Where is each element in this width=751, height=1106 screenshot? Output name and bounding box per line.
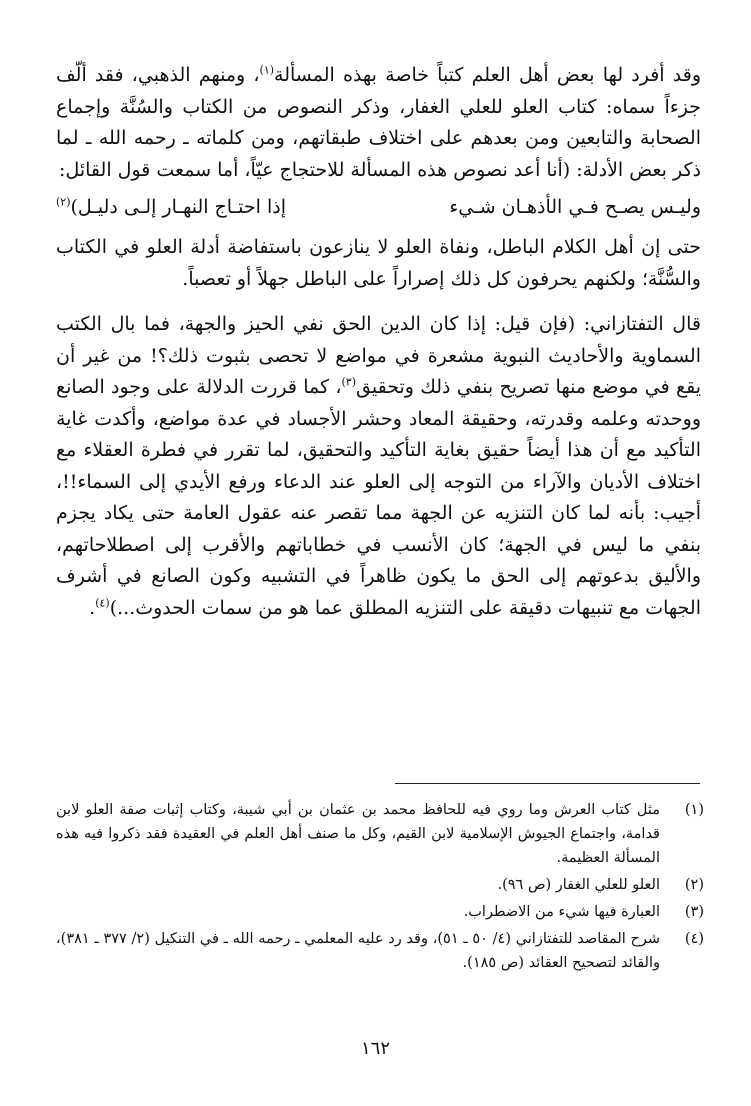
footnote-3 bbox=[56, 900, 704, 924]
paragraph-3-text: قال التفتازاني: (فإن قيل: إذا كان الدين الحق نفي الحيز والجهة، فما بال الكتب السماوية والأحاديث النبوية مشعرة في مواضع لا تحصى بثبوت ذلك؟! من غير أن يقع في موضع منها تصريح بنفي ذلك وتحقيق bbox=[56, 313, 701, 398]
footnote-4-number: (٤) bbox=[684, 931, 704, 947]
paragraph-3-end: . bbox=[89, 596, 96, 619]
footnote-ref-2[interactable]: (٢) bbox=[56, 195, 71, 209]
paragraph-1 bbox=[56, 60, 701, 186]
paragraph-1-text: وقد أفرد لها بعض أهل العلم كتباً خاصة بهذه المسألة bbox=[274, 64, 701, 86]
verse bbox=[56, 190, 701, 224]
footnote-2 bbox=[56, 873, 704, 897]
footnote-3-text: العبارة فيها شيء من الاضطراب. bbox=[463, 904, 660, 920]
page-number: ١٦٢ bbox=[360, 1038, 390, 1059]
footnote-3-number: (٣) bbox=[684, 904, 704, 920]
verse-first-hemistich: وليـس يصـح فـي الأذهـان شـيء bbox=[449, 196, 701, 218]
footnote-1-number: (١) bbox=[684, 802, 704, 818]
footnote-2-number: (٢) bbox=[684, 877, 704, 893]
paragraph-2: حتى إن أهل الكلام الباطل، ونفاة العلو لا ينازعون باستفاضة أدلة العلو في الكتاب والسُّنَّة؛ ولكنهم يحرفون كل ذلك إصراراً على الباطل جهلاً أو تعصباً. bbox=[56, 236, 701, 290]
paragraph-3 bbox=[56, 309, 701, 624]
footnote-ref-1[interactable]: (١) bbox=[259, 63, 275, 77]
footnote-4 bbox=[56, 927, 704, 975]
footnotes bbox=[56, 798, 704, 978]
paragraph-gap bbox=[56, 295, 701, 309]
footnote-ref-4[interactable]: (٤) bbox=[95, 596, 110, 610]
footnote-4-text: شرح المقاصد للتفتازاني (٤/ ٥٠ ـ ٥١)، وقد رد عليه المعلمي ـ رحمه الله ـ في التنكيل (٢/ ٣٧٧ ـ ٣٨١)، والقائد لتصحيح العقائد (ص ١٨٥). bbox=[56, 931, 661, 971]
footnote-1 bbox=[56, 798, 704, 870]
footnote-2-text: العلو للعلي الغفار (ص ٩٦). bbox=[497, 877, 660, 893]
footnote-ref-3[interactable]: (٣) bbox=[341, 375, 356, 389]
verse-second-hemistich bbox=[56, 190, 286, 224]
verse-second-hemistich-text: إذا احتـاج النهـار إلـى دليـل) bbox=[70, 196, 286, 218]
footnote-separator bbox=[395, 783, 700, 784]
paragraph-1-continuation: ، ومنهم الذهبي، فقد ألّف جزءاً سماه: كتاب العلو للعلي الغفار، وذكر النصوص من الكتاب والسُنَّة وإجماع الصحابة والتابعين ومن بعدهم على اختلاف طبقاتهم، ومن كلماته ـ رحمه الله ـ لما ذكر بعض الأدلة: (أنا أعد نصوص هذه المسألة للاحتجاج عيّاً، أما سمعت قول القائل: bbox=[56, 64, 701, 181]
main-text bbox=[56, 60, 701, 624]
footnote-1-text: مثل كتاب العرش وما روي فيه للحافظ محمد بن عثمان بن أبي شيبة، وكتاب إثبات صفة العلو لابن قدامة، واجتماع الجيوش الإسلامية لابن القيم، وكل ما صنف أهل العلم في العقيدة فقد ذكروا فيه هذه المسألة العظيمة. bbox=[56, 802, 660, 866]
paragraph-3-continuation: ، كما قررت الدلالة على وجود الصانع ووحدته وعلمه وقدرته، وحقيقة المعاد وحشر الأجساد في عدة مواضع، وأكدت غاية التأكيد مع أن هذا أيضاً حقيق بغاية التأكيد والتحقيق، لما تقرر في فطرة العقلاء مع اختلاف الأديان والآراء من التوجه إلى العلو عند الدعاء ورفع الأيدي إلى السماء!!، أجيب: بأنه لما كان التنزيه عن الجهة مما تقصر عنه عقول العامة حتى يكاد يجزم بنفي ما ليس في الجهة؛ كان الأنسب في خطاباتهم والأقرب إلى اصطلاحاتهم، والأليق بدعوتهم إلى الحق ما يكون ظاهراً في التشبيه وكون الصانع في أشرف الجهات مع تنبيهات دقيقة على التنزيه المطلق عما هو من سمات الحدوث...) bbox=[56, 376, 701, 619]
